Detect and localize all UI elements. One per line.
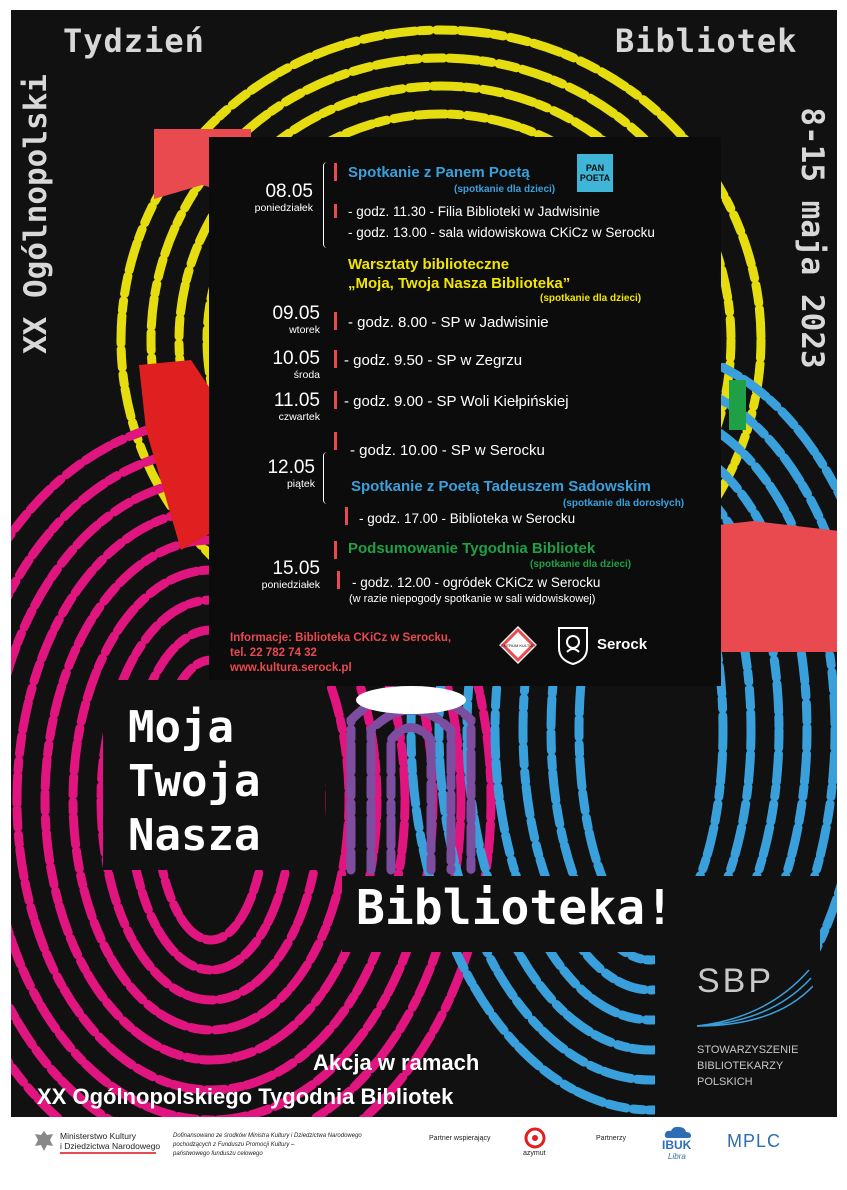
sbp-swoosh-icon bbox=[697, 968, 813, 1028]
event-bar bbox=[334, 312, 337, 330]
poster bbox=[11, 10, 837, 1117]
event-title-sadowski: Spotkanie z Poetą Tadeuszem Sadowskim bbox=[351, 478, 651, 495]
funding-note: Dofinansowano ze środków Ministra Kultury i Dziedzictwa Narodowego pochodzących z Funduszu Promocji Kultury – państwowego funduszu celowego bbox=[173, 1133, 362, 1157]
pan-poeta-logo: PAN POETA bbox=[577, 154, 613, 192]
event-bar bbox=[334, 391, 337, 409]
slogan-moja: Moja bbox=[128, 702, 234, 753]
event-subtitle: (spotkanie dla dzieci) bbox=[530, 559, 632, 570]
info-phone: tel. 22 782 74 32 bbox=[230, 647, 317, 659]
ministry-name: Ministerstwo Kultury i Dziedzictwa Narodowego bbox=[60, 1131, 161, 1151]
tydzien-title: Tydzień bbox=[63, 22, 205, 60]
date-08-05: 08.05 poniedziałek bbox=[254, 181, 313, 214]
centrum-kultury-logo bbox=[497, 624, 539, 666]
serock-crest-icon bbox=[555, 624, 591, 666]
date-12-05: 12.05 piątek bbox=[267, 457, 315, 490]
event-time: - godz. 11.30 - Filia Biblioteki w Jadwisinie bbox=[348, 204, 600, 219]
event-time: - godz. 12.00 - ogródek CKiCz w Serocku bbox=[352, 575, 601, 590]
event-time: - godz. 10.00 - SP w Serocku bbox=[350, 442, 545, 459]
sbp-abbr: SBP bbox=[697, 962, 775, 1000]
partner-label: Partner wspierający bbox=[429, 1135, 491, 1142]
svg-text:CENTRUM KULTURY: CENTRUM KULTURY bbox=[498, 643, 538, 648]
azymut-logo-icon bbox=[524, 1127, 546, 1149]
event-time: - godz. 8.00 - SP w Jadwisinie bbox=[348, 314, 549, 331]
libra-label: Libra bbox=[668, 1152, 686, 1161]
info-line: Informacje: Biblioteka CKiCz w Serocku, bbox=[230, 632, 452, 644]
serock-label: Serock bbox=[597, 636, 648, 653]
event-title-warsztaty: Warsztaty biblioteczne bbox=[348, 256, 510, 273]
azymut-label: azymut bbox=[523, 1150, 546, 1157]
ibuk-cloud-icon bbox=[664, 1125, 692, 1139]
event-title-warsztaty-2: „Moja, Twoja Nasza Biblioteka” bbox=[348, 275, 571, 292]
slogan-twoja: Twoja bbox=[128, 756, 261, 807]
event-bar bbox=[334, 432, 337, 450]
event-subtitle: (spotkanie dla dzieci) bbox=[540, 293, 642, 304]
date-11-05: 11.05 czwartek bbox=[273, 390, 320, 423]
event-title-pan-poeta: Spotkanie z Panem Poetą bbox=[348, 164, 530, 181]
partners-label: Partnerzy bbox=[596, 1135, 626, 1142]
footer-bar bbox=[0, 1117, 847, 1190]
event-time: - godz. 9.00 - SP Woli Kiełpińskiej bbox=[344, 393, 569, 410]
event-time: - godz. 17.00 - Biblioteka w Serocku bbox=[359, 511, 576, 526]
info-website-link[interactable]: www.kultura.serock.pl bbox=[230, 662, 352, 674]
event-note: (w razie niepogody spotkanie w sali widowiskowej) bbox=[349, 593, 596, 605]
brace bbox=[323, 162, 330, 248]
akcja-line-2: XX Ogólnopolskiego Tygodnia Bibliotek bbox=[37, 1084, 454, 1109]
info-block bbox=[230, 631, 451, 676]
event-bar bbox=[337, 571, 340, 589]
event-subtitle: (spotkanie dla dorosłych) bbox=[563, 498, 685, 509]
event-bar bbox=[334, 163, 337, 181]
event-subtitle: (spotkanie dla dzieci) bbox=[454, 184, 556, 195]
ministry-underline bbox=[60, 1152, 156, 1154]
event-bar bbox=[334, 350, 337, 368]
event-bar bbox=[334, 541, 337, 559]
date-10-05: 10.05 środa bbox=[272, 348, 320, 381]
event-bar bbox=[345, 507, 348, 525]
schedule-panel bbox=[209, 137, 721, 686]
akcja-line-1: Akcja w ramach bbox=[313, 1050, 480, 1075]
sbp-name: STOWARZYSZENIE BIBLIOTEKARZY POLSKICH bbox=[697, 1044, 799, 1088]
brace bbox=[323, 452, 330, 504]
event-title-podsumowanie: Podsumowanie Tygodnia Bibliotek bbox=[348, 540, 596, 557]
white-blot bbox=[356, 686, 466, 714]
slogan-biblioteka: Biblioteka! bbox=[356, 880, 674, 936]
dates-vertical-title: 8-15 maja 2023 bbox=[794, 107, 830, 369]
left-vertical-title: XX Ogólnopolski bbox=[18, 74, 54, 354]
event-time: - godz. 13.00 - sala widowiskowa CKiCz w Serocku bbox=[348, 225, 655, 240]
polish-eagle-icon bbox=[33, 1129, 55, 1153]
event-bar bbox=[334, 204, 337, 218]
date-09-05: 09.05 wtorek bbox=[272, 303, 320, 336]
slogan-nasza: Nasza bbox=[128, 810, 261, 861]
date-15-05: 15.05 poniedziałek bbox=[261, 558, 320, 591]
event-time: - godz. 9.50 - SP w Zegrzu bbox=[344, 352, 523, 369]
bibliotek-title: Bibliotek bbox=[615, 22, 798, 60]
ibuk-label: IBUK bbox=[662, 1138, 692, 1152]
mplc-logo: MPLC bbox=[727, 1131, 782, 1151]
